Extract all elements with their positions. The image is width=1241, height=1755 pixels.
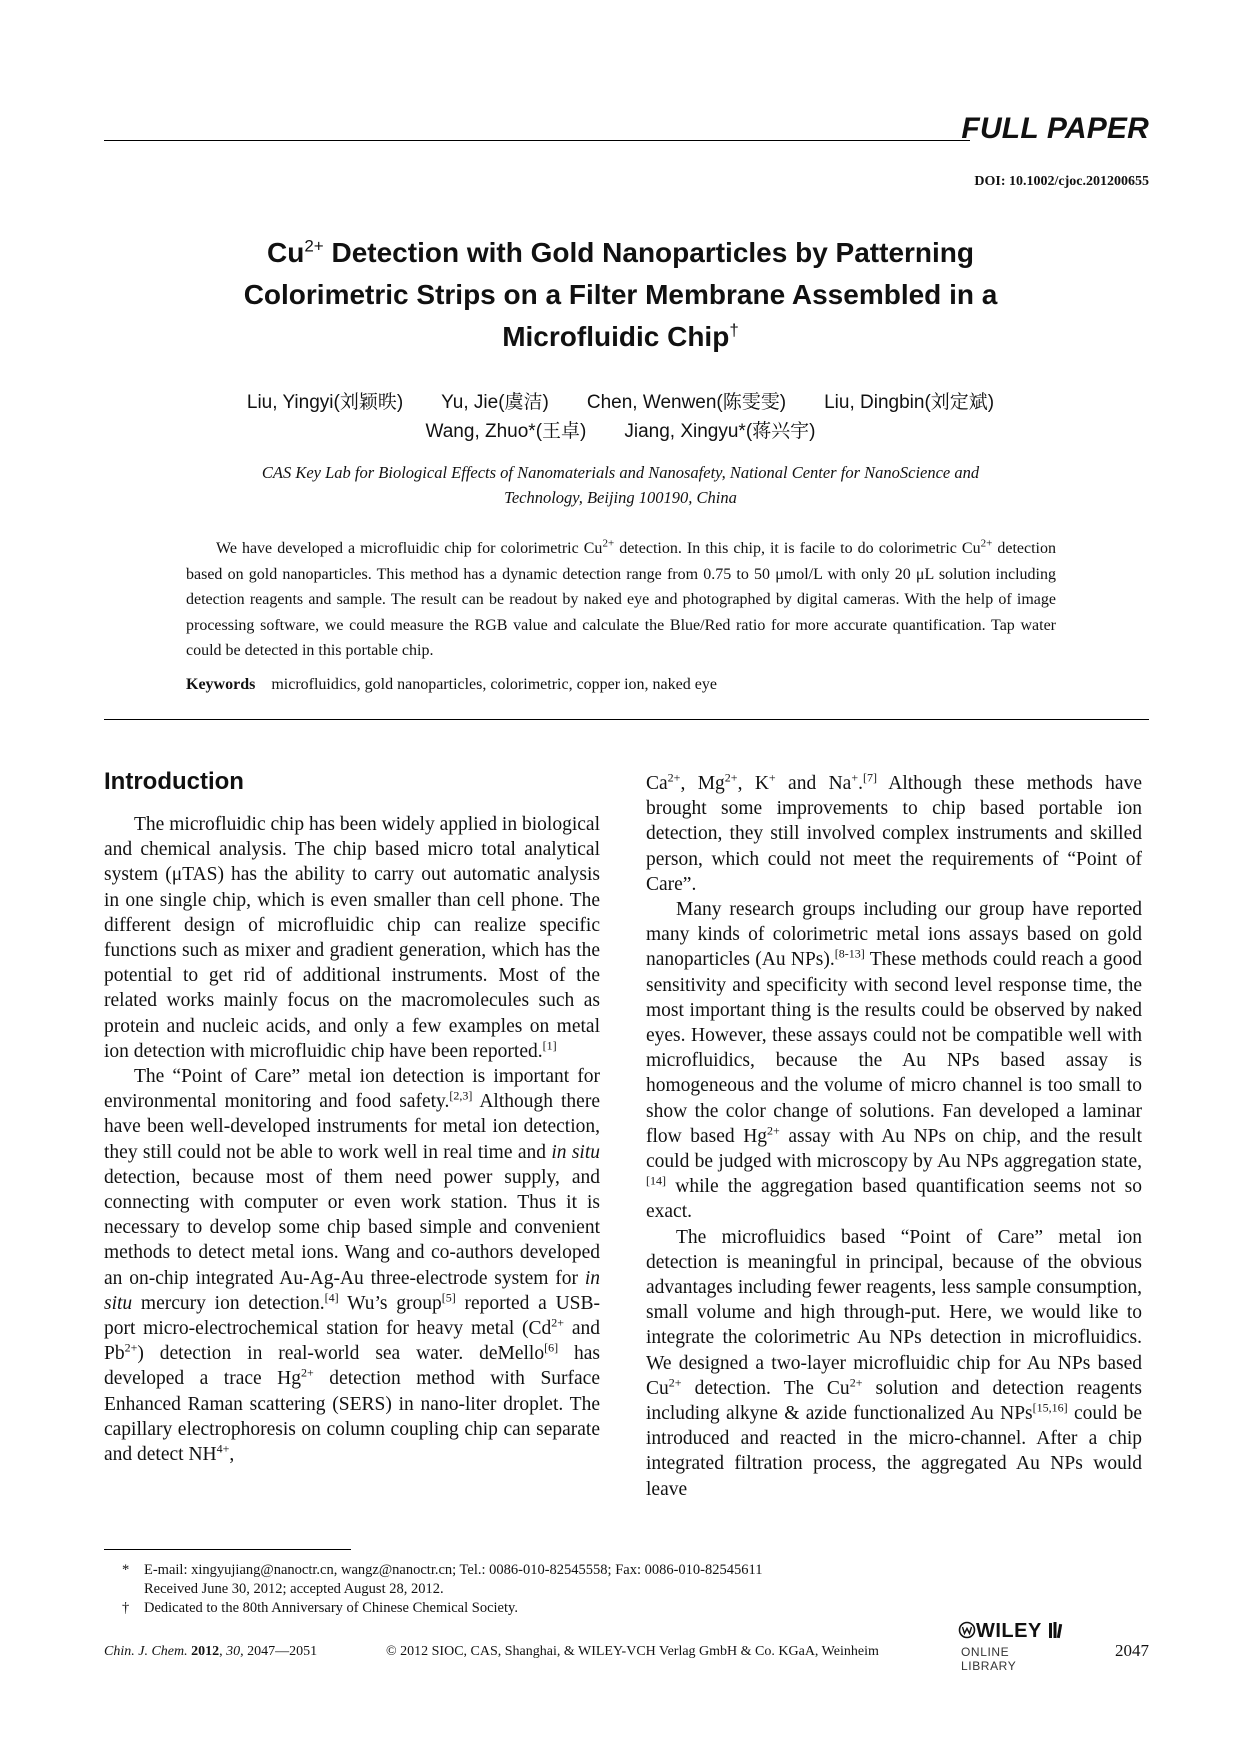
doi: DOI: 10.1002/cjoc.201200655 xyxy=(974,174,1149,189)
superscript: 4+ xyxy=(216,1441,230,1456)
column-right xyxy=(646,771,1142,1502)
abstract-text: detection. In this chip, it is facile to do colorimetric Cu xyxy=(614,540,981,557)
text-run: assay with Au NPs on chip, and the result could be judged with microscopy by Au NPs aggregation state, xyxy=(646,1125,1142,1173)
paragraph xyxy=(104,812,600,1064)
citation: [8-13] xyxy=(834,946,865,961)
citation: [2,3] xyxy=(449,1088,473,1103)
text-run: mercury ion detection. xyxy=(132,1292,325,1314)
author: Liu, Yingyi(刘颖昳) xyxy=(246,392,404,413)
superscript: 2+ xyxy=(849,1375,863,1390)
affiliation-line1: CAS Key Lab for Biological Effects of Nanomaterials and Nanosafety, National Center for NanoScience and xyxy=(261,463,980,482)
superscript: 2+ xyxy=(667,770,681,785)
superscript: 2+ xyxy=(724,770,738,785)
online-library-label: ONLINE LIBRARY xyxy=(961,1645,1017,1673)
text-run: and Na xyxy=(775,773,852,794)
affiliation xyxy=(190,460,1051,510)
keywords xyxy=(186,676,717,694)
journal-pages: 2047—2051 xyxy=(247,1644,318,1659)
abstract-sup: 2+ xyxy=(602,537,615,550)
text-run: These methods could reach a good sensitivity and specificity with second level response time, the most important thing is the results could be observed by naked eyes. However, these assays could not be compatible well with microfluidics, because the Au NPs based assay is homogeneous and the volume of micro channel is too small to show the color change of solutions. Fan developed a laminar flow based Hg xyxy=(646,949,1142,1147)
author: Wang, Zhuo*(王卓) xyxy=(425,421,587,442)
paragraph xyxy=(646,1225,1142,1502)
abstract-text: detection based on gold nanoparticles. This method has a dynamic detection range from 0.75 to 50 μmol/L with only 20 μL solution including detection reagents and sample. The result can be readout by naked eye and photographed by digital cameras. With the help of image processing software, we could measure the RGB value and calculate the Blue/Red ratio for more accurate quantification. Tap water could be detected in this portable chip. xyxy=(186,540,1057,659)
text-run: , xyxy=(229,1444,235,1466)
journal-name: Chin. J. Chem. xyxy=(104,1644,188,1659)
section-label: FULL PAPER xyxy=(961,112,1149,145)
citation: [4] xyxy=(324,1290,339,1305)
author: Liu, Dingbin(刘定斌) xyxy=(824,392,995,413)
wiley-word: WILEY xyxy=(976,1620,1042,1642)
footnote-rule xyxy=(104,1549,351,1550)
paragraph xyxy=(646,897,1142,1225)
citation: [1] xyxy=(542,1038,557,1053)
journal-year: 2012 xyxy=(191,1644,220,1659)
text-run: ) detection in real-world sea water. deMello xyxy=(137,1343,545,1365)
text-run: The microfluidics based “Point of Care” metal ion detection is meaningful in principal, because of the obvious advantages including fewer reagents, less sample consumption, small volume and high through-put. Here, we would like to integrate the colorimetric Au NPs detection in microfluidics. We designed a two-layer microfluidic chip for Au NPs based Cu xyxy=(646,1226,1142,1399)
italic-text: in situ xyxy=(551,1141,600,1163)
footnote-mark: † xyxy=(122,1600,130,1616)
books-icon xyxy=(1048,1621,1064,1639)
text-run: Although these methods have brought some improvements to chip based portable ion detection, they still involved complex instruments and skilled person, which could not meet the requirements of “Point of Care”. xyxy=(646,773,1142,895)
title-part1: Cu xyxy=(266,237,305,268)
superscript: 2+ xyxy=(124,1340,138,1355)
text-run: , K xyxy=(737,773,769,794)
text-run: Although there have been well-developed instruments for metal ion detection, they still could not be able to work well in real time and xyxy=(104,1091,600,1163)
paragraph xyxy=(646,771,1142,897)
footnote-received: Received June 30, 2012; accepted August 28, 2012. xyxy=(144,1581,444,1597)
text-run: The microfluidic chip has been widely applied in biological and chemical analysis. The chip based micro total analytical system (μTAS) has the ability to carry out automatic analysis in one single chip, which is even smaller than cell phone. The different design of microfluidic chip can realize specific functions such as mixer and gradient generation, which has the potential to get rid of additional instruments. Most of the related works mainly focus on the macromolecules such as protein and nucleic acids, and only a few examples on metal ion detection with microfluidic chip have been reported. xyxy=(104,814,600,1062)
journal-volume: 30 xyxy=(226,1644,241,1659)
affiliation-line2: Technology, Beijing 100190, China xyxy=(504,488,737,507)
abstract-text: We have developed a microfluidic chip for colorimetric Cu xyxy=(216,540,603,557)
title-line3: Microfluidic Chip xyxy=(502,321,730,352)
text-run: Many research groups including our group have reported many kinds of colorimetric metal ions assays based on gold nanoparticles (Au NPs). xyxy=(646,899,1142,971)
citation: [5] xyxy=(441,1290,456,1305)
text-run: . xyxy=(858,773,863,794)
journal-citation: Chin. J. Chem. 2012, 30, 2047—2051 xyxy=(104,1644,318,1659)
header-rule xyxy=(104,140,970,141)
citation: [7] xyxy=(862,770,877,785)
wiley-online-library-logo xyxy=(958,1620,1068,1673)
footnote-dedication xyxy=(122,1599,762,1618)
text-run: Ca xyxy=(646,773,668,794)
wiley-logo-text xyxy=(958,1620,1064,1643)
text-run: could be introduced and reacted in the micro-channel. After a chip integrated filtration process, the aggregated Au NPs would leave xyxy=(646,1403,1142,1500)
footnote-contact xyxy=(122,1561,762,1599)
abstract-sup: 2+ xyxy=(980,537,993,550)
paper-title xyxy=(150,232,1091,358)
keywords-text: microfluidics, gold nanoparticles, colorimetric, copper ion, naked eye xyxy=(271,676,717,693)
text-run: detection. The Cu xyxy=(681,1377,850,1399)
footnote-dedication-text: Dedicated to the 80th Anniversary of Chinese Chemical Society. xyxy=(144,1600,518,1616)
copyright: © 2012 SIOC, CAS, Shanghai, & WILEY-VCH Verlag GmbH & Co. KGaA, Weinheim xyxy=(386,1644,879,1659)
italic-text: in situ xyxy=(104,1267,600,1314)
text-run: while the aggregation based quantification seems not so exact. xyxy=(646,1176,1142,1223)
text-run: The “Point of Care” metal ion detection is important for environmental monitoring and food safety. xyxy=(104,1066,600,1113)
paragraph xyxy=(104,1064,600,1467)
superscript: 2+ xyxy=(767,1123,780,1138)
footnote-contact-text: E-mail: xingyujiang@nanoctr.cn, wangz@nanoctr.cn; Tel.: 0086-010-82545558; Fax: 0086-010-82545611 xyxy=(144,1562,763,1578)
author-list xyxy=(150,388,1091,446)
superscript: 2+ xyxy=(551,1315,565,1330)
keywords-label: Keywords xyxy=(186,676,256,693)
title-line2: Colorimetric Strips on a Filter Membrane Assembled in a xyxy=(243,279,998,310)
superscript: 2+ xyxy=(668,1375,682,1390)
footnote-mark: * xyxy=(122,1562,130,1578)
wiley-logo-icon xyxy=(958,1621,976,1639)
text-run: detection, because most of them need power supply, and connecting with computer or even work station. Thus it is necessary to develop some chip based simple and convenient methods to detect metal ions. Wang and co-authors developed an on-chip integrated Au-Ag-Au three-electrode system for xyxy=(104,1166,600,1289)
title-sup: 2+ xyxy=(304,236,324,256)
abstract xyxy=(186,536,1056,664)
author: Yu, Jie(虞洁) xyxy=(441,392,549,413)
column-left xyxy=(104,812,600,1467)
section-heading-introduction: Introduction xyxy=(104,768,244,795)
author: Jiang, Xingyu*(蒋兴宇) xyxy=(624,421,816,442)
text-run: , Mg xyxy=(680,773,725,794)
text-run: solution and detection reagents including alkyne & azide functionalized Au NPs xyxy=(646,1377,1142,1425)
title-part2: Detection with Gold Nanoparticles by Patterning xyxy=(323,237,975,268)
title-dagger: † xyxy=(729,320,739,340)
citation: [15,16] xyxy=(1032,1400,1068,1415)
footnotes xyxy=(122,1561,762,1618)
superscript: 2+ xyxy=(301,1365,314,1380)
text-run: detection method with Surface Enhanced Raman scattering (SERS) in nano-liter droplet. The capillary electrophoresis on column coupling chip can separate and detect NH xyxy=(104,1368,600,1466)
page-number: 2047 xyxy=(1115,1641,1149,1660)
author: Chen, Wenwen(陈雯雯) xyxy=(586,392,787,413)
text-run: has developed a trace Hg xyxy=(104,1343,601,1390)
text-run: Wu’s group xyxy=(338,1292,442,1314)
superscript: + xyxy=(851,770,859,785)
citation: [6] xyxy=(544,1340,559,1355)
text-run: reported a USB-port micro-electrochemical station for heavy metal (Cd xyxy=(104,1292,600,1340)
citation: [14] xyxy=(646,1173,666,1188)
superscript: + xyxy=(768,770,776,785)
text-run: and Pb xyxy=(104,1318,601,1365)
abstract-divider xyxy=(104,719,1149,720)
